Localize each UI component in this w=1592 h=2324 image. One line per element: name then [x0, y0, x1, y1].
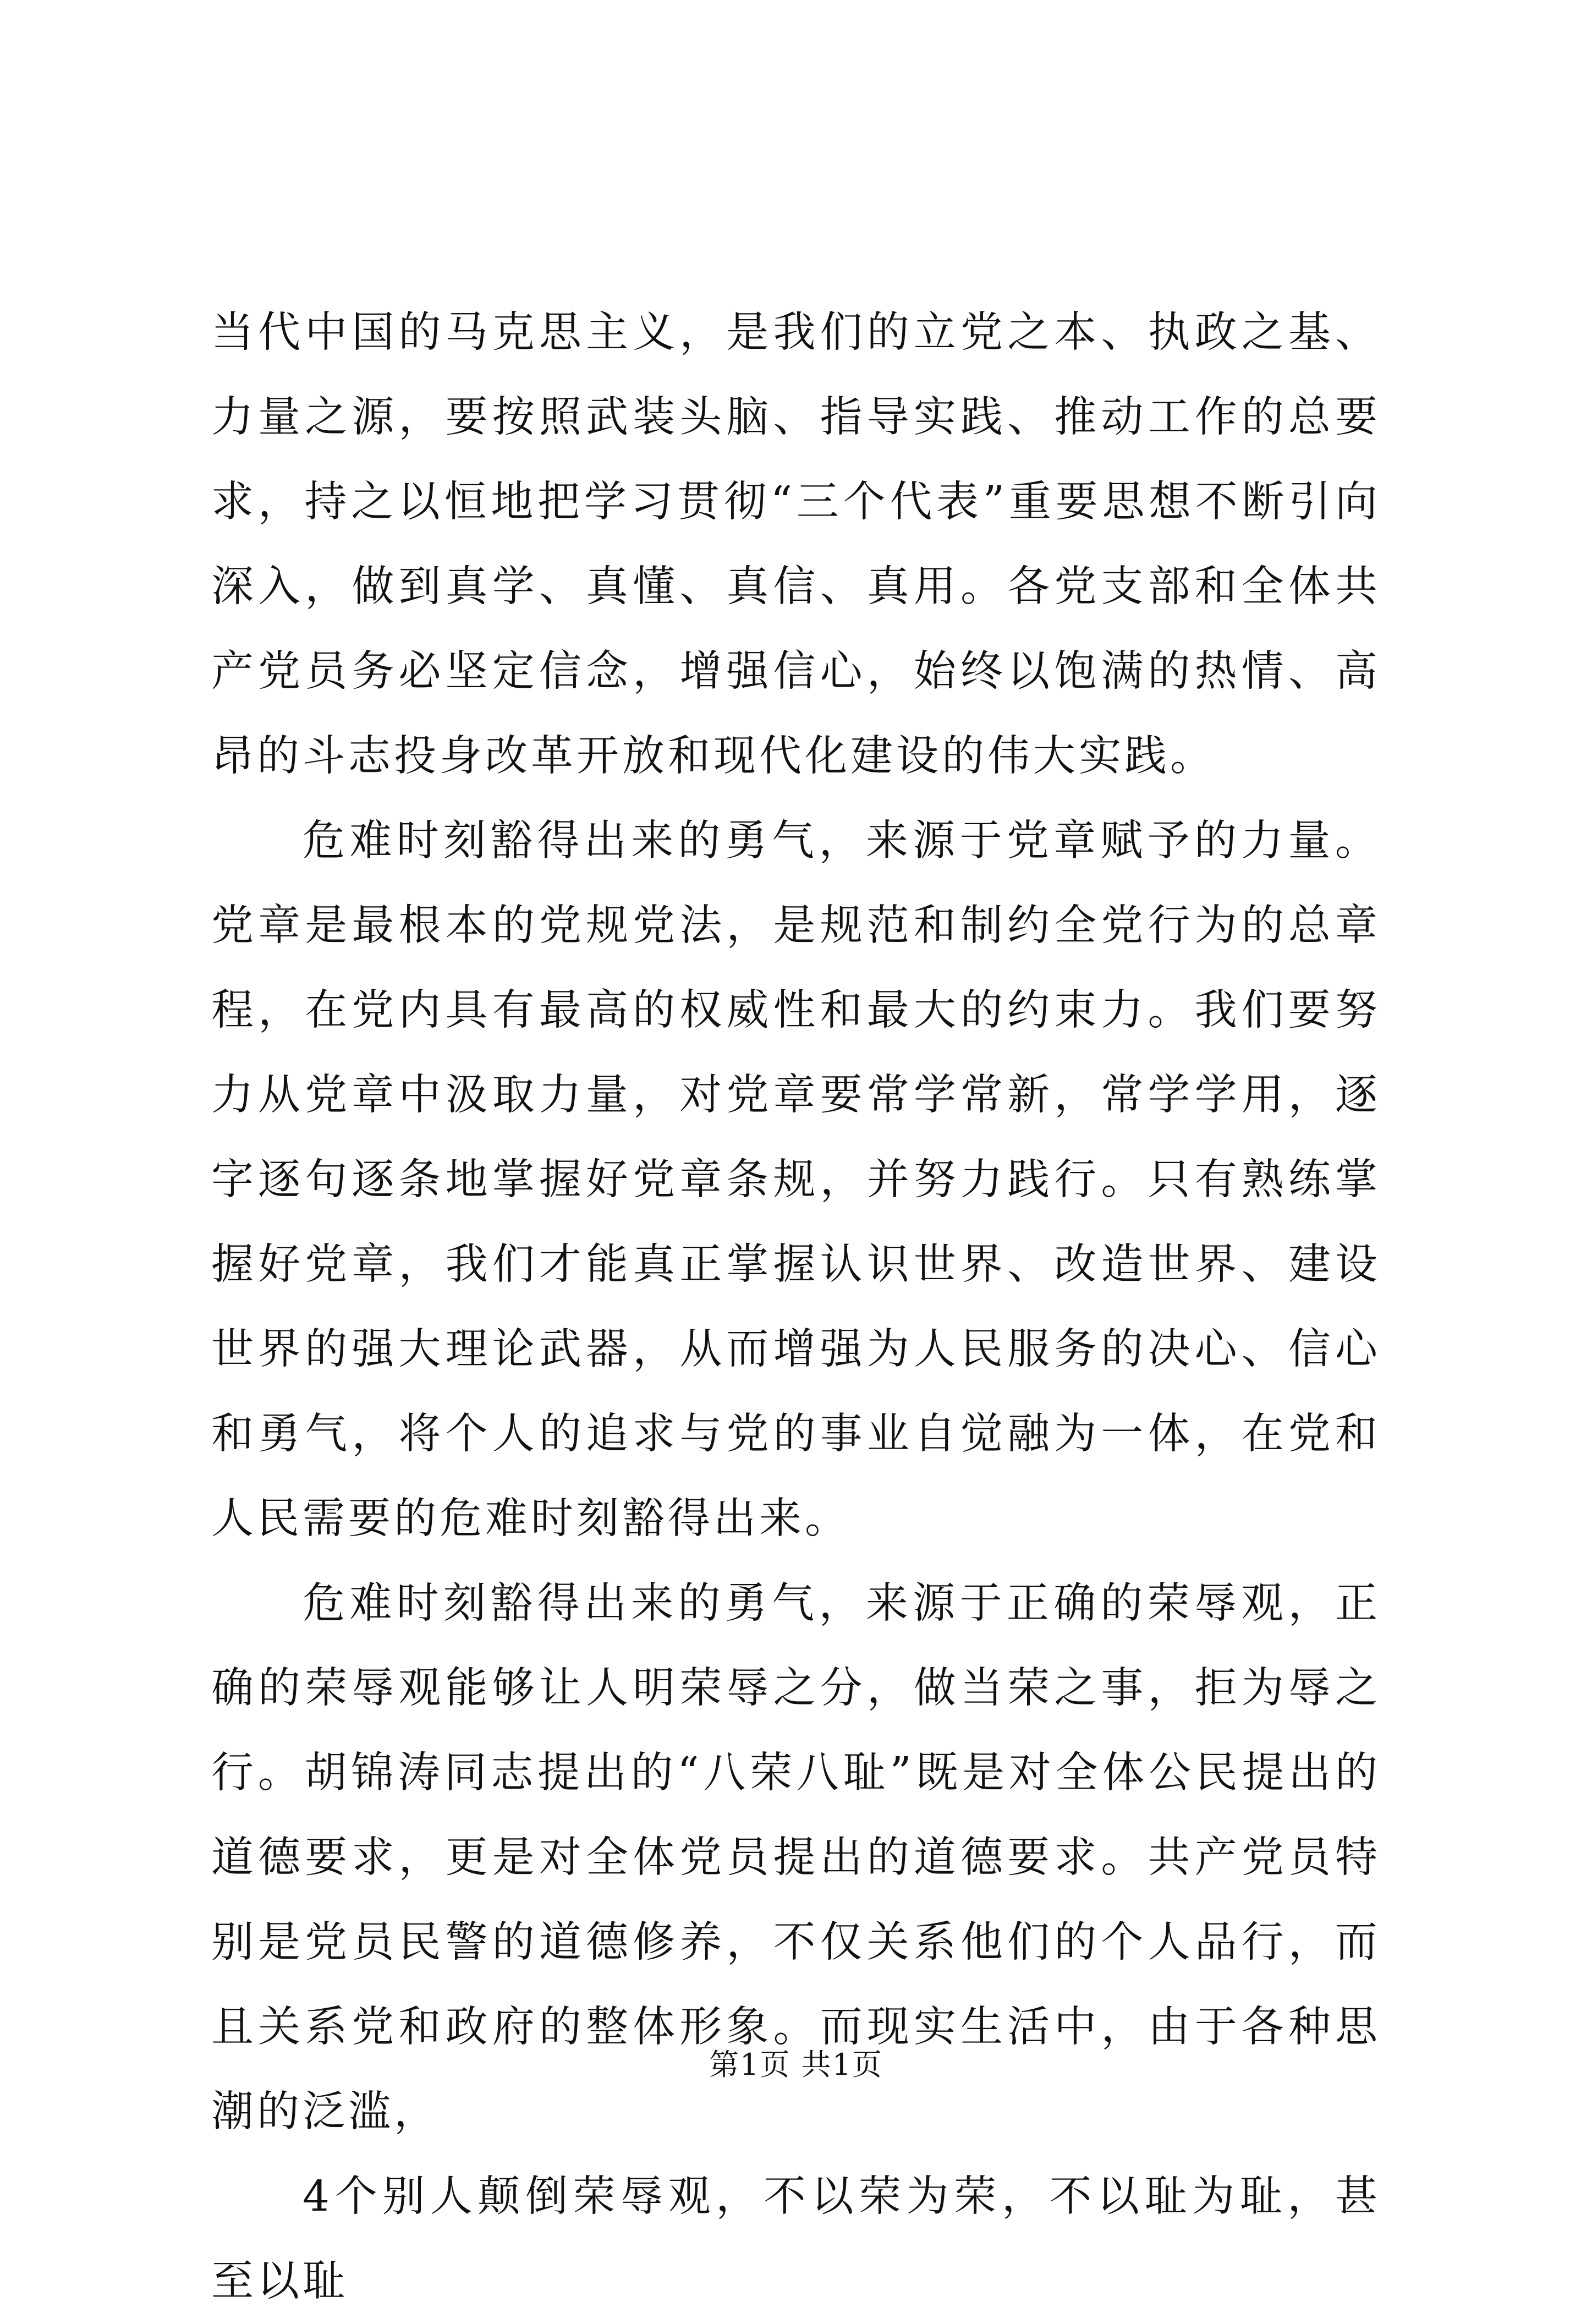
document-body: [211, 290, 1381, 2324]
paragraph-3: 危难时刻豁得出来的勇气，来源于正确的荣辱观，正确的荣辱观能够让人明荣辱之分，做当荣之事，拒为辱之行。胡锦涛同志提出的“八荣八耻”既是对全体公民提出的道德要求，更是对全体党员提出的道德要求。共产党员特别是党员民警的道德修养，不仅关系他们的个人品行，而且关系党和政府的整体形象。而现实生活中，由于各种思潮的泛滥，: [211, 1579, 1381, 2136]
page-footer: [0, 2046, 1592, 2084]
paragraph-4: 4个别人颠倒荣辱观，不以荣为荣，不以耻为耻，甚至以耻: [211, 2172, 1381, 2306]
page-number-label: 第1页 共1页: [709, 2047, 883, 2082]
paragraph-1: 当代中国的马克思主义，是我们的立党之本、执政之基、力量之源，要按照武装头脑、指导实践、推动工作的总要求，持之以恒地把学习贯彻“三个代表”重要思想不断引向深入，做到真学、真懂、真信、真用。各党支部和全体共产党员务必坚定信念，增强信心，始终以饱满的热情、高昂的斗志投身改革开放和现代化建设的伟大实践。: [211, 308, 1381, 781]
paragraph-2: 危难时刻豁得出来的勇气，来源于党章赋予的力量。党章是最根本的党规党法，是规范和制约全党行为的总章程，在党内具有最高的权威性和最大的约束力。我们要努力从党章中汲取力量，对党章要常学常新，常学学用，逐字逐句逐条地掌握好党章条规，并努力践行。只有熟练掌握好党章，我们才能真正掌握认识世界、改造世界、建设世界的强大理论武器，从而增强为人民服务的决心、信心和勇气，将个人的追求与党的事业自觉融为一体，在党和人民需要的危难时刻豁得出来。: [211, 816, 1381, 1543]
